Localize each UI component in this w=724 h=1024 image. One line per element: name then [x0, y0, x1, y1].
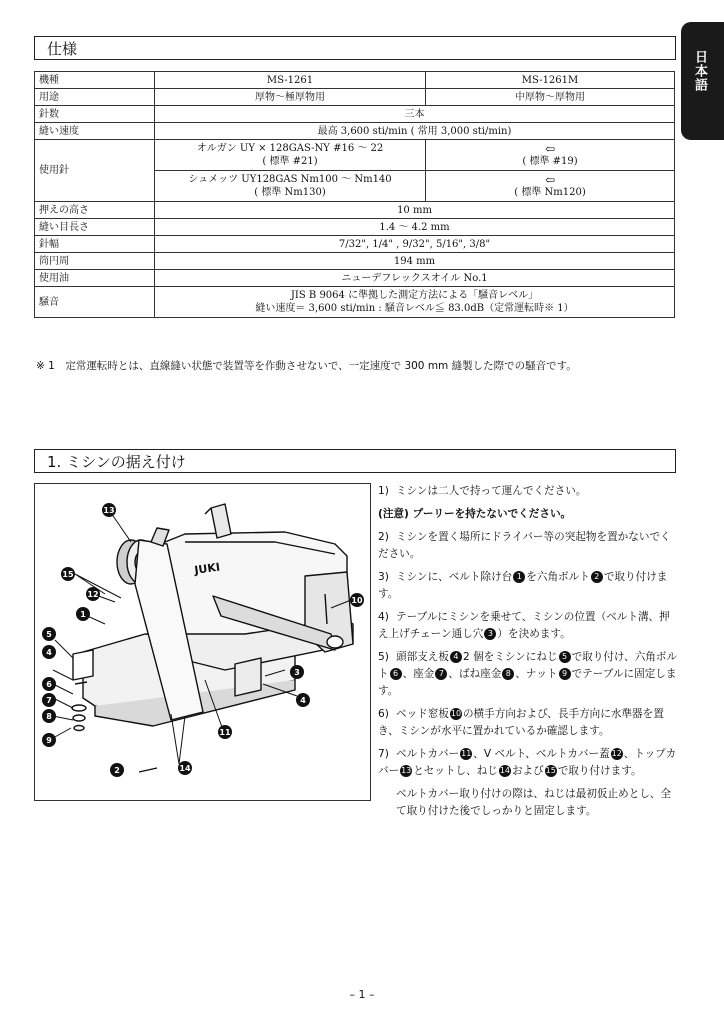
step-7-note: [378, 786, 680, 820]
step-number: 3): [378, 571, 389, 583]
row-label: 使用油: [35, 270, 155, 287]
callout-10-ref: 10: [450, 709, 462, 718]
callout-13-ref: 13: [401, 766, 412, 775]
caution-note: [378, 506, 680, 523]
language-tab-label: 日本語: [692, 50, 707, 92]
row-label: 騒音: [35, 287, 155, 318]
step-text: 、トップカバー: [378, 748, 677, 777]
step-number: 7): [378, 748, 389, 760]
installation-steps: [378, 483, 680, 826]
callout-4-left-label: 4: [46, 648, 52, 657]
callout-15-label: 15: [62, 570, 74, 579]
table-row: [35, 236, 675, 253]
step-text: を六角ボルト: [526, 571, 590, 583]
step-text: ミシンは二人で持って運んでください。: [396, 485, 587, 497]
caution-text: (注意) プーリーを持たないでください。: [378, 508, 572, 520]
step-text: ベッド窓板: [396, 708, 449, 720]
brand-logo-text: JUKI: [193, 560, 221, 577]
table-row: [35, 202, 675, 219]
table-row: [35, 123, 675, 140]
step-1: [378, 483, 680, 500]
noise-line-1: JIS B 9064 に準拠した測定方法による「騒音レベル」: [290, 290, 539, 301]
step-text: 、ナット: [515, 668, 558, 680]
cell: [155, 287, 675, 318]
cell: MS-1261: [155, 72, 426, 89]
callout-11-ref: 11: [461, 749, 472, 758]
step-text: ミシンに、ベルト除け台: [396, 571, 513, 583]
row-label: 機種: [35, 72, 155, 89]
step-text: 、座金: [402, 668, 435, 680]
step-7: [378, 746, 680, 780]
cell: 中厚物～厚物用: [426, 89, 675, 106]
cell: ニューデフレックスオイル No.1: [155, 270, 675, 287]
step-number: 6): [378, 708, 389, 720]
callout-12-label: 12: [87, 590, 99, 599]
step-5: [378, 649, 680, 700]
callout-1-ref: 1: [513, 571, 525, 583]
cell: 最高 3,600 sti/min ( 常用 3,000 sti/min): [155, 123, 675, 140]
callout-7-label: 7: [46, 696, 52, 705]
step-text: の横手方向および、長手方向に水準器を置き、ミシンが水平に置かれているか確認します。: [378, 708, 664, 737]
page-number: – 1 –: [349, 988, 375, 1001]
cell: [155, 171, 426, 202]
step-text: 、V ベルト、ベルトカバー蓋: [473, 748, 610, 760]
row-label: 筒円周: [35, 253, 155, 270]
sewing-machine-illustration: [35, 484, 370, 800]
callout-6-ref: 6: [390, 668, 402, 680]
spec-table: [34, 71, 675, 318]
callout-3-label: 3: [294, 668, 300, 677]
organ-needle-std-m: ( 標準 #19): [522, 155, 578, 167]
install-title: 1. ミシンの据え付け: [47, 453, 186, 471]
step-3: [378, 569, 680, 603]
step-text: テーブルにミシンを乗せて、ミシンの位置（ベルト溝、押え上げチェーン通し穴: [378, 611, 670, 640]
cell: 194 mm: [155, 253, 675, 270]
step-4: [378, 609, 680, 643]
callout-15-ref: 15: [545, 766, 556, 775]
cell: 1.4 ～ 4.2 mm: [155, 219, 675, 236]
callout-9-label: 9: [46, 736, 52, 745]
schmetz-needle-std-m: ( 標準 Nm120): [514, 186, 586, 198]
step-text: で取り付け、六角ボルト: [378, 651, 678, 680]
step-number: 2): [378, 531, 389, 543]
language-tab: [681, 22, 724, 140]
callout-13-label: 13: [103, 506, 115, 515]
spec-section-header: [34, 36, 676, 60]
step-number: 4): [378, 611, 389, 623]
step-number: 5): [378, 651, 389, 663]
callout-7-ref: 7: [435, 668, 447, 680]
callout-14-label: 14: [179, 764, 191, 773]
table-row: [35, 270, 675, 287]
step-text: とセットし、ねじ: [413, 765, 498, 777]
step-text: 、ばね座金: [448, 668, 502, 680]
organ-needle-std: ( 標準 #21): [262, 156, 318, 167]
callout-5-label: 5: [46, 630, 52, 639]
callout-14-ref: 14: [499, 766, 511, 775]
table-row: [35, 89, 675, 106]
arrow-left-icon: ⇦: [544, 172, 556, 187]
arrow-left-icon: ⇦: [544, 141, 556, 156]
step-text: および: [511, 765, 544, 777]
callout-8-label: 8: [46, 712, 52, 721]
spec-footnote: ※ 1 定常運転時とは、直線縫い状態で装置等を作動させないで、一定速度で 300 mm 縫製した際での騒音です。: [36, 360, 577, 372]
noise-line-2: 縫い速度＝ 3,600 sti/min : 騒音レベル≦ 83.0dB（定常運転時※ 1）: [255, 303, 574, 314]
callout-3-ref: 3: [484, 628, 496, 640]
cell: 10 mm: [155, 202, 675, 219]
cell: 厚物～極厚物用: [155, 89, 426, 106]
install-section-header: [34, 449, 676, 473]
callout-1-label: 1: [80, 610, 86, 619]
table-row: [35, 287, 675, 318]
step-2: [378, 529, 680, 563]
row-label: 用途: [35, 89, 155, 106]
row-label: 縫い目長さ: [35, 219, 155, 236]
row-label: 押えの高さ: [35, 202, 155, 219]
table-row: [35, 72, 675, 89]
step-number: 1): [378, 485, 389, 497]
spec-title: 仕様: [47, 40, 78, 58]
table-row: [35, 253, 675, 270]
table-row: [35, 106, 675, 123]
callout-12-ref: 12: [611, 749, 622, 758]
cell: 三本: [155, 106, 675, 123]
cell: MS-1261M: [426, 72, 675, 89]
table-row: [35, 140, 675, 171]
callout-6-label: 6: [46, 680, 52, 689]
installation-figure: [34, 483, 371, 801]
step-text: で取り付けます。: [557, 765, 642, 777]
row-label: 針数: [35, 106, 155, 123]
row-label: 針幅: [35, 236, 155, 253]
callout-9-ref: 9: [559, 668, 571, 680]
callout-8-ref: 8: [502, 668, 514, 680]
step-text: で取り付けます。: [378, 571, 668, 600]
callout-4-ref: 4: [450, 651, 462, 663]
cell: [426, 140, 675, 171]
step-text: ベルトカバー: [396, 748, 460, 760]
callout-5-ref: 5: [559, 651, 571, 663]
table-row: [35, 219, 675, 236]
callout-2-label: 2: [114, 766, 120, 775]
row-label: 縫い速度: [35, 123, 155, 140]
callout-11-label: 11: [219, 728, 231, 737]
step-text: 頭部支え板: [396, 651, 449, 663]
step-text: でテーブルに固定します。: [378, 668, 677, 697]
schmetz-needle-text: シュメッツ UY128GAS Nm100 ～ Nm140: [188, 174, 392, 185]
step-text: ミシンを置く場所にドライバー等の突起物を置かないでください。: [378, 531, 671, 560]
row-label: 使用針: [35, 140, 155, 202]
step-text: ベルトカバー取り付けの際は、ねじは最初仮止めとし、全て取り付けた後でしっかりと固定します。: [396, 788, 672, 817]
cell: 7/32", 1/4" , 9/32", 5/16", 3/8": [155, 236, 675, 253]
callout-4-right-label: 4: [300, 696, 306, 705]
schmetz-needle-std: ( 標準 Nm130): [254, 187, 326, 198]
step-text: 2 個をミシンにねじ: [462, 651, 558, 663]
callout-10-label: 10: [351, 596, 363, 605]
organ-needle-text: オルガン UY × 128GAS-NY #16 ～ 22: [196, 143, 384, 154]
cell: [155, 140, 426, 171]
callout-2-ref: 2: [591, 571, 603, 583]
cell: [426, 171, 675, 202]
step-6: [378, 706, 680, 740]
step-text: ）を決めます。: [497, 628, 571, 640]
